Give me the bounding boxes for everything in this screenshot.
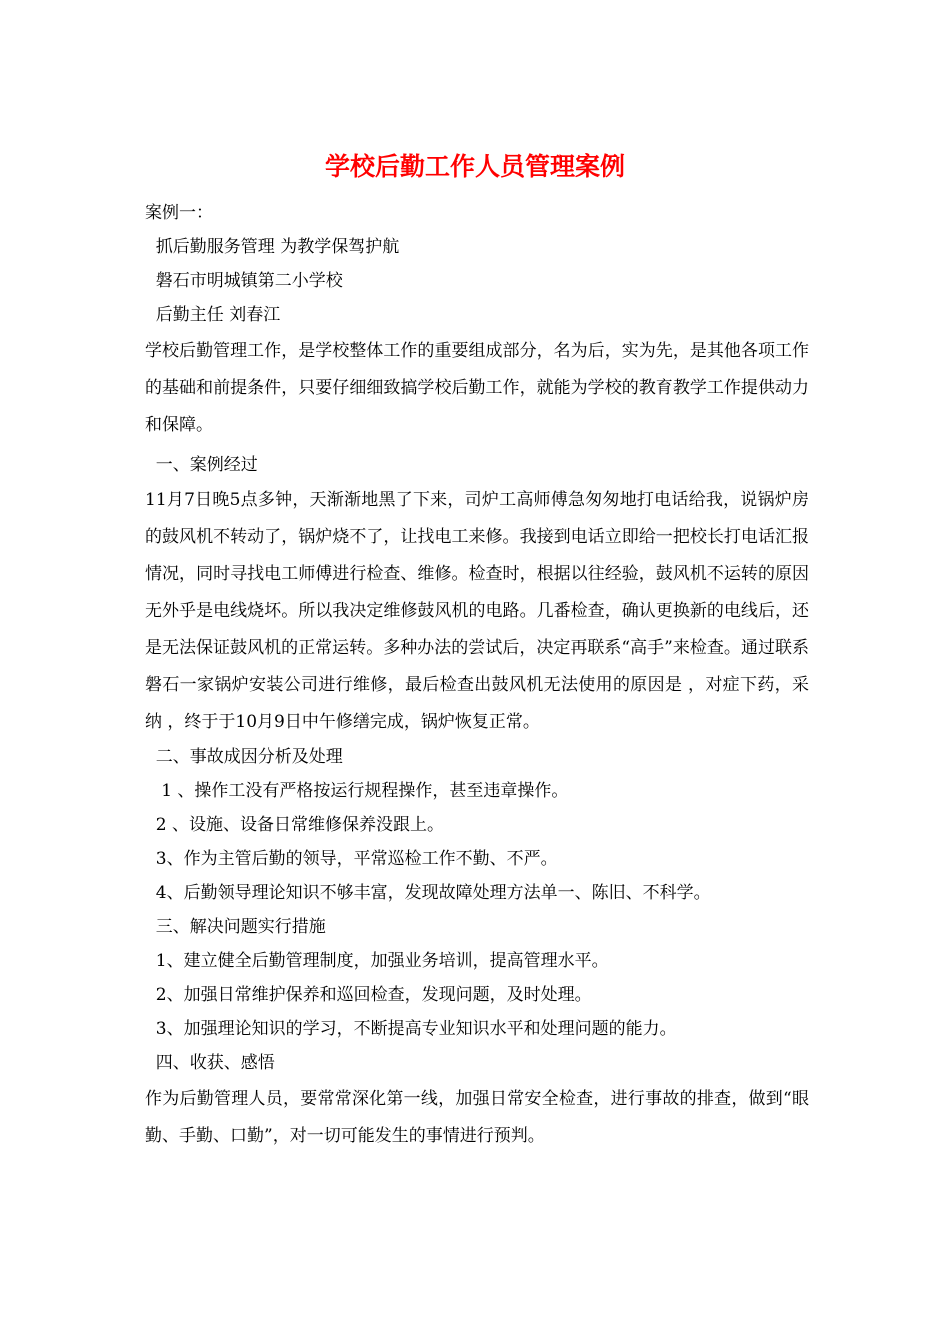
section-2-item: 3、作为主管后勤的领导，平常巡检工作不勤、不严。 xyxy=(145,848,558,869)
document-title: 学校后勤工作人员管理案例 xyxy=(324,152,625,181)
section-2-item: 1 、操作工没有严格按运行规程操作，甚至违章操作。 xyxy=(145,780,569,801)
section-3-item: 1、建立健全后勤管理制度，加强业务培训，提高管理水平。 xyxy=(145,950,609,971)
section-3-item: 3、加强理论知识的学习，不断提高专业知识水平和处理问题的能力。 xyxy=(145,1018,677,1039)
author-line: 后勤主任 刘春江 xyxy=(145,305,281,325)
section-heading-3: 三、解决问题实行措施 xyxy=(145,916,326,937)
section-2-item: 2 、设施、设备日常维修保养没跟上。 xyxy=(145,814,445,835)
intro-paragraph: 学校后勤管理工作，是学校整体工作的重要组成部分，名为后，实为先，是其他各项工作的基础和前提条件，只要仔细细致搞学校后勤工作，就能为学校的教育教学工作提供动力和保障。 xyxy=(145,341,809,436)
section-3-item: 2、加强日常维护保养和巡回检查，发现问题，及时处理。 xyxy=(145,984,592,1005)
section-2-item: 4、后勤领导理论知识不够丰富，发现故障处理方法单一、陈旧、不科学。 xyxy=(145,882,711,903)
document-body xyxy=(145,196,809,1155)
section-heading-2: 二、事故成因分析及处理 xyxy=(145,746,343,767)
section-1-paragraph: 11月7日晚5点多钟，天渐渐地黑了下来，司炉工高师傅急匆匆地打电话给我，说锅炉房的鼓风机不转动了，锅炉烧不了，让找电工来修。我接到电话立即给一把校长打电话汇报情况，同时寻找电工师傅进行检查、维修。检查时，根据以往经验，鼓风机不运转的原因无外乎是电线烧坏。所以我决定维修鼓风机的电路。几番检查，确认更换新的电线后，还是无法保证鼓风机的正常运转。多种办法的尝试后，决定再联系“高手”来检查。通过联系磐石一家锅炉安装公司进行维修，最后检查出鼓风机无法使用的原因是 ，对症下药，采纳 ，终于于10月9日中午修缮完成，锅炉恢复正常。 xyxy=(145,489,809,732)
case-subtitle: 抓后勤服务管理 为教学保驾护航 xyxy=(145,237,400,257)
section-4-paragraph: 作为后勤管理人员，要常常深化第一线，加强日常安全检查，进行事故的排查，做到“眼勤、手勤、口勤”，对一切可能发生的事情进行预判。 xyxy=(145,1088,809,1146)
case-label: 案例一： xyxy=(145,203,213,223)
section-heading-1: 一、案例经过 xyxy=(145,454,258,475)
school-name: 磐石市明城镇第二小学校 xyxy=(145,271,343,291)
section-heading-4: 四、收获、感悟 xyxy=(145,1052,275,1073)
